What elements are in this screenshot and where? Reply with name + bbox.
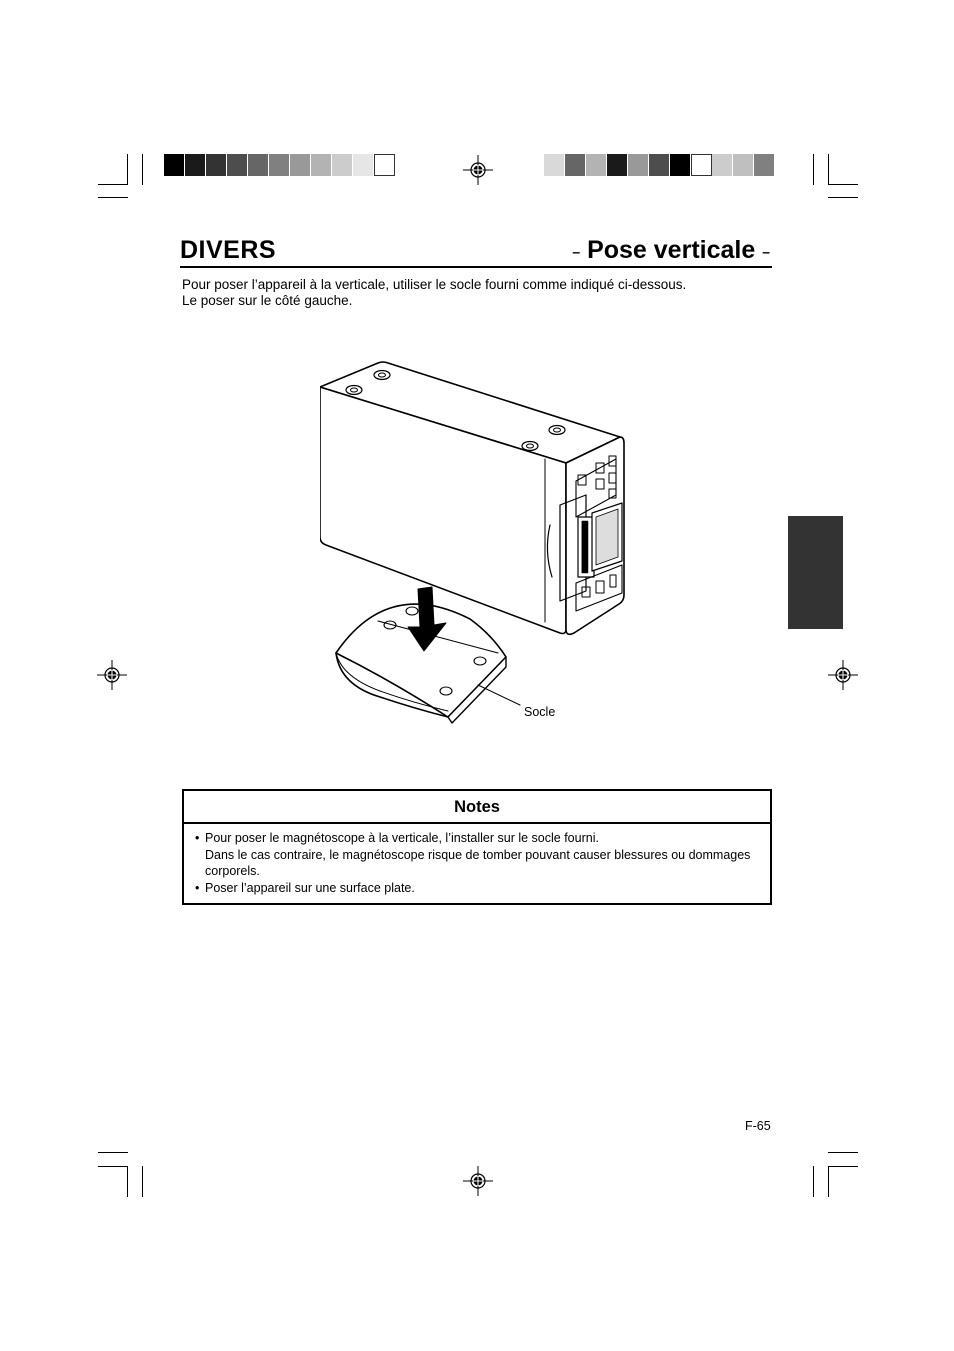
calibration-swatch	[248, 154, 269, 176]
calibration-swatch	[628, 154, 649, 176]
calibration-swatch	[712, 154, 733, 176]
registration-mark-icon	[463, 1166, 493, 1196]
vcr-vertical-stand-illustration	[320, 355, 640, 725]
calibration-swatch	[206, 154, 227, 176]
subtitle-text: Pose verticale	[587, 236, 756, 264]
calibration-swatch	[670, 154, 691, 176]
calibration-swatch	[691, 154, 712, 176]
calibration-swatch	[607, 154, 628, 176]
intro-paragraph	[182, 277, 686, 309]
calibration-swatch	[290, 154, 311, 176]
calibration-swatch	[185, 154, 206, 176]
calibration-swatch	[649, 154, 670, 176]
calibration-swatch	[374, 154, 395, 176]
notes-item-1-line-2: Dans le cas contraire, le magnétoscope risque de tomber pouvant causer blessures ou dommages corporels.	[205, 847, 751, 878]
chapter-side-tab	[788, 516, 843, 629]
calibration-swatch	[332, 154, 353, 176]
registration-mark-icon	[828, 660, 858, 690]
registration-mark-icon	[97, 660, 127, 690]
calibration-swatch	[164, 154, 185, 176]
calibration-swatch	[733, 154, 754, 176]
calibration-swatch	[269, 154, 290, 176]
notes-list	[184, 824, 770, 896]
calibration-swatch	[754, 154, 775, 176]
calibration-swatch	[227, 154, 248, 176]
title-underline	[180, 266, 772, 268]
registration-mark-icon	[463, 155, 493, 185]
calibration-swatch	[586, 154, 607, 176]
gray-calibration-strip-left	[164, 154, 395, 176]
intro-line-1: Pour poser l’appareil à la verticale, utiliser le socle fourni comme indiqué ci-dessous.	[182, 277, 687, 292]
subtitle-dash-right: –	[762, 243, 770, 260]
notes-item-2: • Poser l’appareil sur une surface plate.	[205, 880, 415, 895]
section-title: DIVERS	[180, 236, 277, 264]
calibration-swatch	[353, 154, 374, 176]
calibration-swatch	[565, 154, 586, 176]
notes-item	[196, 880, 766, 897]
page-number: F-65	[745, 1119, 771, 1133]
page-subtitle	[572, 236, 770, 265]
notes-box	[182, 789, 772, 905]
calibration-swatch	[311, 154, 332, 176]
gray-calibration-strip-right	[544, 154, 775, 176]
calibration-swatch	[544, 154, 565, 176]
stand-label: Socle	[524, 705, 556, 719]
notes-item-1-line-1: • Pour poser le magnétoscope à la verticale, l’installer sur le socle fourni.	[205, 831, 599, 845]
intro-line-2: Le poser sur le côté gauche.	[182, 293, 353, 308]
notes-item	[196, 830, 766, 880]
notes-title: Notes	[184, 791, 770, 824]
subtitle-dash-left: –	[572, 243, 581, 260]
